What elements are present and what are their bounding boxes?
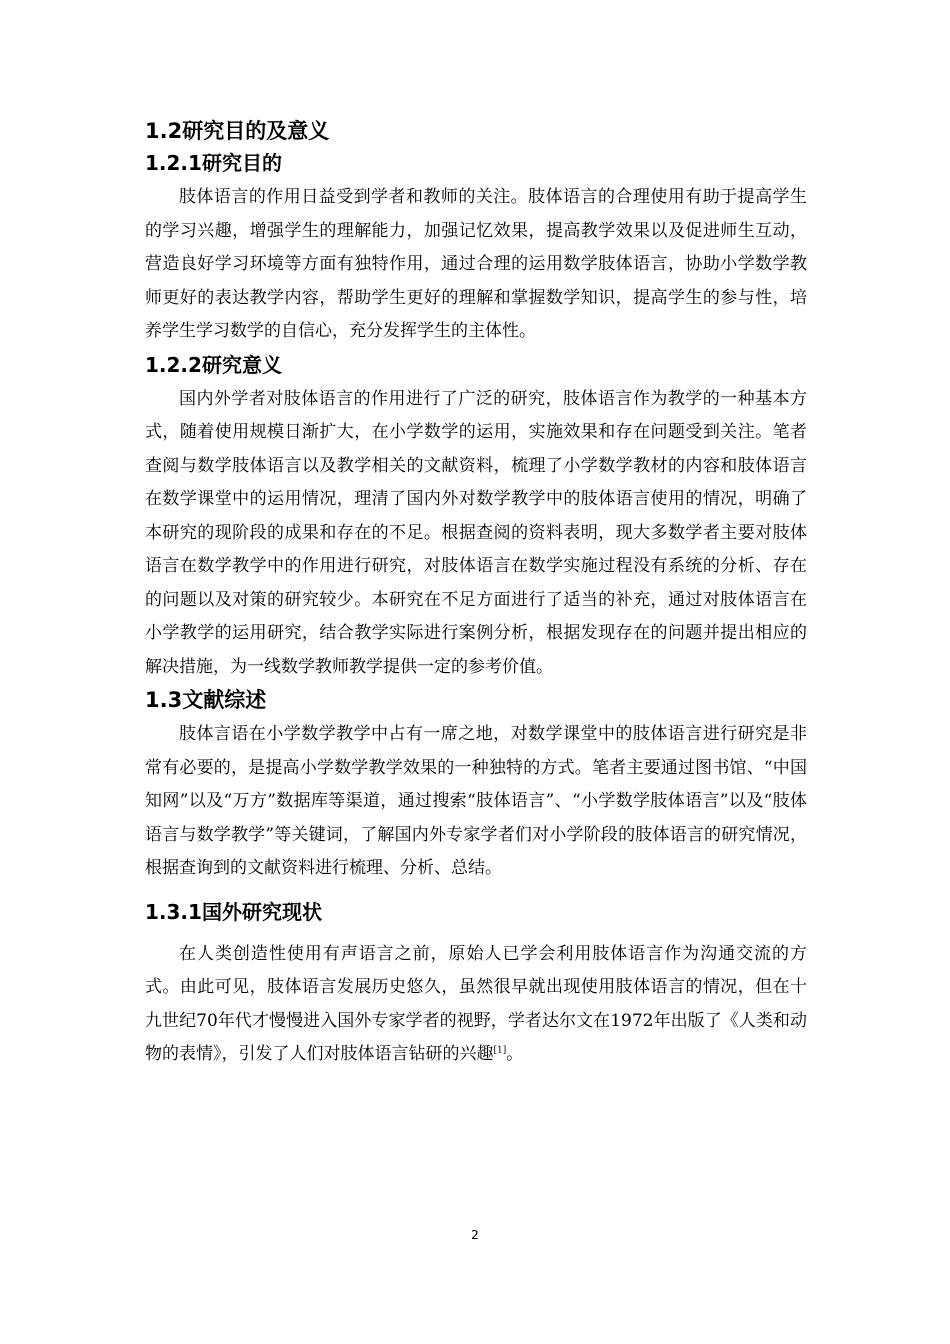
heading-1-2-2: 1.2.2研究意义 xyxy=(145,352,282,377)
heading-1-3-1: 1.3.1国外研究现状 xyxy=(145,899,322,924)
heading-1-3: 1.3文献综述 xyxy=(145,688,267,712)
citation-marker[interactable]: [1] xyxy=(493,1045,507,1056)
paragraph-research-significance: 国内外学者对肢体语言的作用进行了广泛的研究，肢体语言作为教学的一种基本方式，随着使用规模日渐扩大，在小学数学的运用，实施效果和存在问题受到关注。笔者查阅与数学肢体语言以及教学相关的文献资料，梳理了小学数学教材的内容和肢体语言在数学课堂中的运用情况，理清了国内外对数学教学中的肢体语言使用的情况，明确了本研究的现阶段的成果和存在的不足。根据查阅的资料表明，现大多数学者主要对肢体语言在数学教学中的作用进行研究，对肢体语言在数学实施过程没有系统的分析、存在的问题以及对策的研究较少。本研究在不足方面进行了适当的补充，通过对肢体语言在小学教学的运用研究，结合教学实际进行案例分析，根据发现存在的问题并提出相应的解决措施，为一线数学教师教学提供一定的参考价值。 xyxy=(145,388,807,677)
page-number: 2 xyxy=(471,1228,479,1242)
paragraph-foreign-research-text: 在人类创造性使用有声语言之前，原始人已学会利用肢体语言作为沟通交流的方式。由此可见，肢体语言发展历史悠久，虽然很早就出现使用肢体语言的情况，但在十九世纪70年代才慢慢进入国外专家学者的视野，学者达尔文在1972年出版了《人类和动物的表情》，引发了人们对肢体语言钻研的兴趣 xyxy=(145,943,807,1064)
document-page xyxy=(145,115,807,1072)
paragraph-foreign-research xyxy=(145,938,807,1072)
paragraph-literature-review: 肢体言语在小学数学教学中占有一席之地，对数学课堂中的肢体语言进行研究是非常有必要的，是提高小学数学教学效果的一种独特的方式。笔者主要通过图书馆、“中国知网”以及“万方”数据库等渠道，通过搜索“肢体语言”、“小学数学肢体语言”以及“肢体语言与数学教学”等关键词，了解国内外专家学者们对小学阶段的肢体语言的研究情况，根据查询到的文献资料进行梳理、分析、总结。 xyxy=(145,724,807,878)
paragraph-research-purpose: 肢体语言的作用日益受到学者和教师的关注。肢体语言的合理使用有助于提高学生的学习兴趣，增强学生的理解能力，加强记忆效果，提高教学效果以及促进师生互动，营造良好学习环境等方面有独特作用，通过合理的运用数学肢体语言，协助小学数学教师更好的表达教学内容，帮助学生更好的理解和掌握数学知识，提高学生的参与性，培养学生学习数学的自信心，充分发挥学生的主体性。 xyxy=(145,187,807,341)
paragraph-end-punctuation: 。 xyxy=(506,1044,524,1064)
heading-1-2: 1.2研究目的及意义 xyxy=(145,119,330,143)
heading-1-2-1: 1.2.1研究目的 xyxy=(145,151,282,175)
